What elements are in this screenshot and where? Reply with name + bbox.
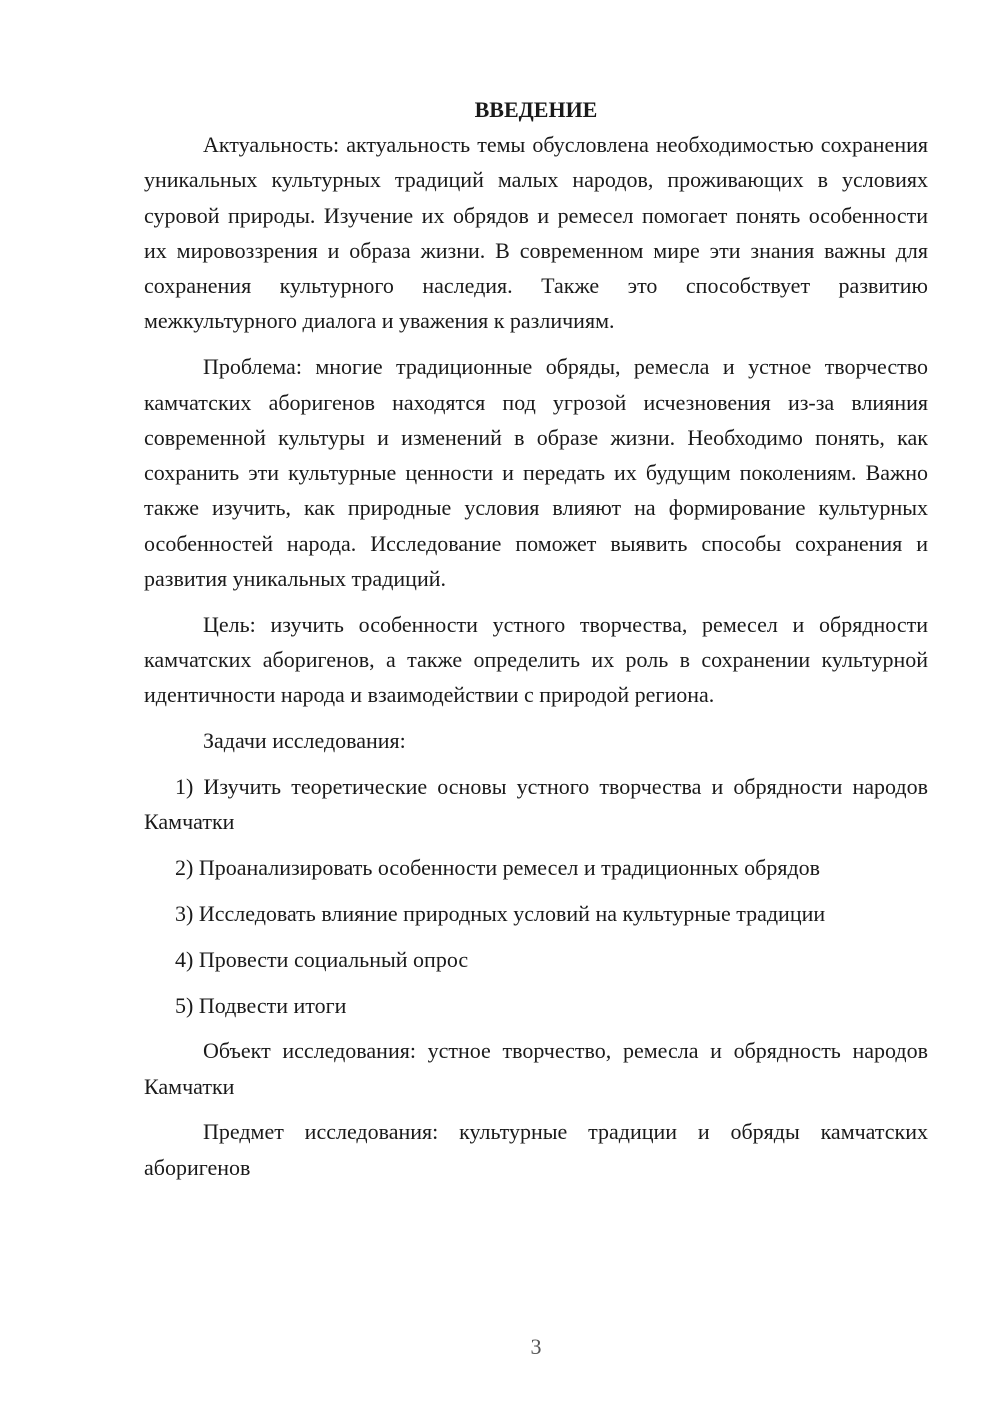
page-number: 3 xyxy=(530,1334,542,1359)
page-content xyxy=(144,92,928,1196)
task-item-2: 2) Проанализировать особенности ремесел и традиционных обрядов xyxy=(175,855,821,881)
section-title: ВВЕДЕНИЕ xyxy=(474,97,598,122)
relevance-paragraph: Актуальность: актуальность темы обусловлена необходимостью сохранения уникальных культурных традиций малых народов, проживающих в условиях суровой природы. Изучение их обрядов и ремесел помогает понять особенности их мировоззрения и образа жизни. В современном мире эти знания важны для сохранения культурного наследия. Также это способствует развитию межкультурного диалога и уважения к различиям. xyxy=(144,132,928,334)
goal-paragraph: Цель: изучить особенности устного творчества, ремесел и обрядности камчатских аборигенов, а также определить их роль в сохранении культурной идентичности народа и взаимодействии с природой региона. xyxy=(144,611,928,708)
task-item-4: 4) Провести социальный опрос xyxy=(175,946,469,972)
object-paragraph: Объект исследования: устное творчество, ремесла и обрядность народов Камчатки xyxy=(144,1038,928,1099)
problem-paragraph: Проблема: многие традиционные обряды, ремесла и устное творчество камчатских аборигенов находятся под угрозой исчезновения из-за влияния современной культуры и изменений в образе жизни. Необходимо понять, как сохранить эти культурные ценности и передать их будущим поколениям. Важно также изучить, как природные условия влияют на формирование культурных особенностей народа. Исследование поможет выявить способы сохранения и развития уникальных традиций. xyxy=(144,354,928,592)
subject-paragraph: Предмет исследования: культурные традиции и обряды камчатских аборигенов xyxy=(144,1119,928,1180)
task-item-1: 1) Изучить теоретические основы устного творчества и обрядности народов Камчатки xyxy=(144,774,928,835)
task-item-3: 3) Исследовать влияние природных условий на культурные традиции xyxy=(175,900,826,926)
task-item-5: 5) Подвести итоги xyxy=(175,992,347,1018)
tasks-heading: Задачи исследования: xyxy=(203,728,406,754)
